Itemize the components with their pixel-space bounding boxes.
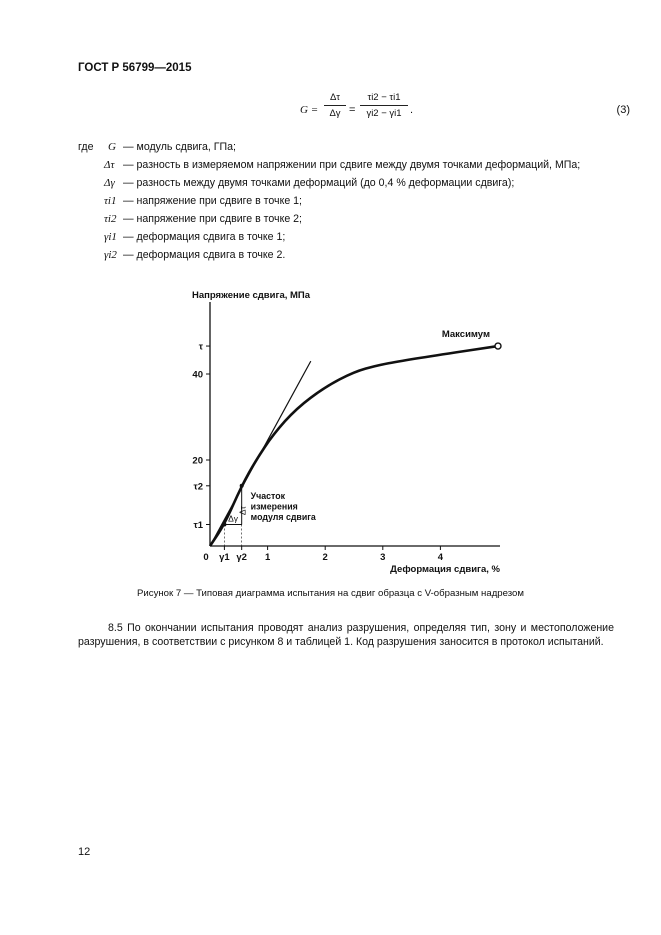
segment-label-line: Участок [250, 490, 286, 501]
section-8-5-paragraph [78, 622, 614, 649]
chart-annotations [222, 329, 501, 546]
x-tick-label: γ2 [236, 552, 247, 563]
segment-label-line: модуля сдвига [250, 511, 316, 522]
y-tick-label: 40 [192, 369, 203, 381]
delta-tau-label: Δτ [237, 506, 248, 516]
x-axis-title: Деформация сдвига, % [390, 564, 500, 575]
definition-text: — деформация сдвига в точке 1; [123, 231, 286, 243]
segment-label-line: измерения [250, 501, 298, 512]
document-header: ГОСТ Р 56799—2015 [78, 62, 192, 74]
formula-lhs: G = [300, 104, 319, 116]
x-tick-label: 3 [380, 552, 386, 563]
maximum-marker [495, 343, 501, 349]
y-tick-label: τ2 [193, 481, 203, 493]
definition-text: — напряжение при сдвиге в точке 1; [123, 195, 302, 207]
definition-text: — разность между двумя точками деформаций (до 0,4 % деформации сдвига); [123, 177, 515, 189]
definition-symbol: τi2 [104, 213, 117, 225]
formula-tail: . [410, 104, 414, 116]
definition-symbol: Δγ [104, 177, 115, 189]
definition-text: — деформация сдвига в точке 2. [123, 249, 286, 261]
definition-symbol: γi2 [104, 249, 117, 261]
segment-label [251, 491, 316, 522]
chart-ticks [192, 342, 443, 563]
maximum-label: Максимум [441, 329, 490, 341]
y-axis-title: Напряжение сдвига, МПа [192, 290, 311, 301]
x-tick-label: γ1 [219, 552, 230, 563]
definition-prefix: где [78, 141, 94, 153]
x-tick-label: 4 [437, 552, 444, 563]
definition-text: — модуль сдвига, ГПа; [123, 141, 236, 153]
formula-eq: = [349, 104, 356, 116]
definition-symbol: γi1 [104, 231, 117, 243]
y-tick-label: τ [198, 341, 203, 353]
definition-symbol: τi1 [104, 195, 117, 207]
equation-number: (3) [616, 104, 630, 116]
definition-symbol: Δτ [104, 159, 115, 171]
x-tick-label: 2 [322, 552, 328, 563]
y-tick-label: 20 [192, 455, 203, 467]
figure-caption: Рисунок 7 — Типовая диаграмма испытания на сдвиг образца с V-образным надрезом [137, 588, 524, 599]
formula-frac2-den: γi2 − γi1 [366, 108, 402, 119]
y-tick-label: τ1 [193, 520, 203, 531]
page-number: 12 [78, 846, 91, 858]
formula-frac1-num: Δτ [329, 92, 341, 103]
delta-gamma-label: Δγ [228, 513, 239, 524]
formula-frac1-den: Δγ [329, 108, 341, 119]
definition-text: — напряжение при сдвиге в точке 2; [123, 213, 302, 225]
x-tick-label: 0 [203, 552, 209, 563]
definition-text: — разность в измеряемом напряжении при сдвиге между двумя точками деформаций, МПа; [123, 159, 581, 171]
x-tick-label: 1 [264, 552, 271, 563]
formula-frac2-num: τi2 − τi1 [367, 92, 401, 103]
definition-symbol: G [108, 141, 116, 153]
paragraph-text: 8.5 По окончании испытания проводят анализ разрушения, определяя тип, зону и местоположение разрушения, в соответствии с рисунком 8 и таблицей 1. Код разрушения заносится в протокол испытаний. [78, 622, 614, 648]
